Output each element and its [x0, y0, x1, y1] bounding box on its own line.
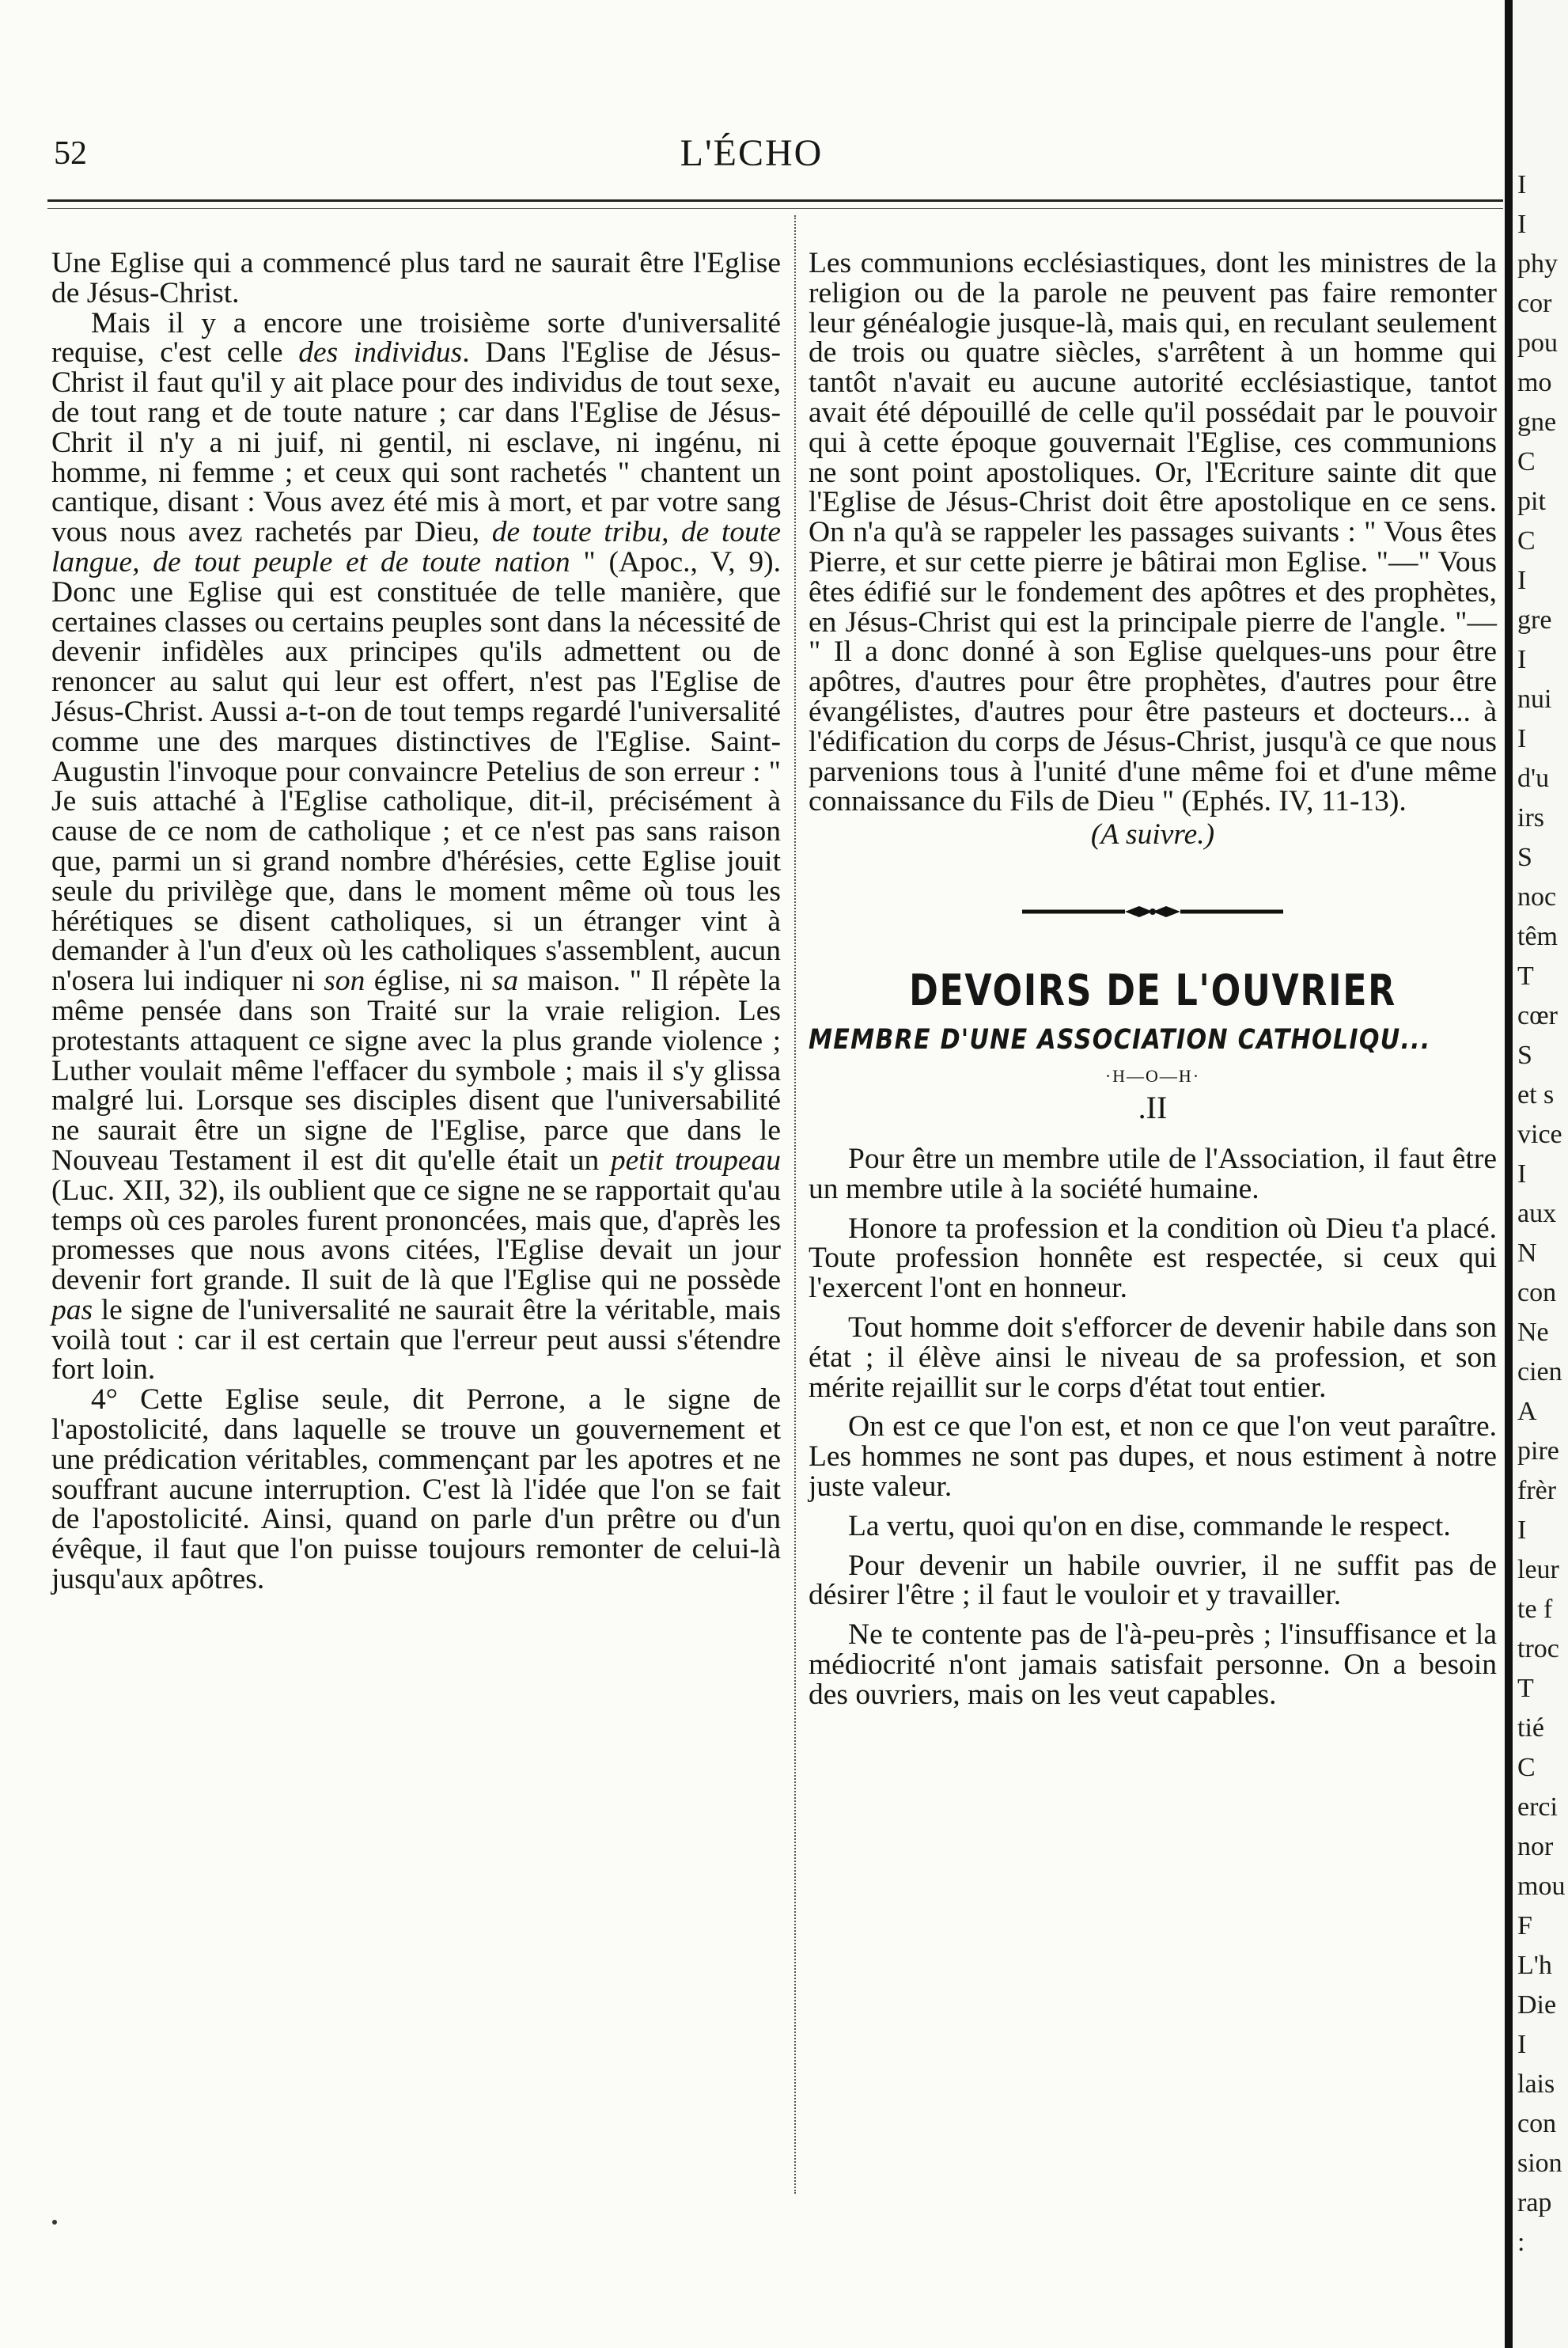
italic-text: de toute tribu, de toute langue, de tout peuple et de toute nation [51, 516, 781, 578]
page-number: 52 [54, 135, 87, 172]
edge-text-fragment: I [1517, 1159, 1527, 1189]
divider-ornament [1022, 902, 1283, 921]
edge-text-fragment: rap [1517, 2188, 1552, 2217]
edge-text-fragment: I [1517, 566, 1527, 595]
edge-text-fragment: L'h [1517, 1951, 1552, 1980]
edge-text-fragment: d'u [1517, 764, 1550, 793]
article-paragraph: Tout homme doit s'efforcer de devenir habile dans son état ; il élève ainsi le niveau de sa profession, et son mérite rejaillit sur le corps d'état tout entier. [809, 1311, 1497, 1404]
article-paragraph: La vertu, quoi qu'on en dise, commande le respect. [848, 1509, 1451, 1542]
small-ornament: ·H—O—H· [1104, 1065, 1201, 1086]
edge-text-fragment: C [1517, 1753, 1536, 1782]
adjacent-page-edge [1505, 0, 1568, 2348]
edge-text-fragment: Ne [1517, 1318, 1549, 1347]
edge-text-fragment: con [1517, 1278, 1557, 1307]
article-title: DEVOIRS DE L'OUVRIER [909, 965, 1396, 1015]
edge-text-fragment: mo [1517, 368, 1552, 397]
right-column [809, 248, 1497, 1709]
print-speck [52, 2220, 57, 2225]
edge-text-fragment: I [1517, 2030, 1527, 2059]
edge-text-fragment: frèr [1517, 1476, 1557, 1505]
italic-text: petit troupeau [610, 1144, 781, 1177]
edge-text-fragment: nui [1517, 685, 1552, 714]
edge-text-fragment: S [1517, 843, 1532, 872]
right-column-continuation [809, 248, 1497, 817]
paragraph: 4° Cette Eglise seule, dit Perrone, a le signe de l'apostolicité, dans laquelle se trouve un gouvernement et une prédication véritables, commençant par les apotres et ne souffrant aucune interruption. C'est là l'idée que l'on se fait de l'apostolicité. Ainsi, quand on parle d'un prêtre ou d'un évêque, il faut que l'on puisse toujours remonter de celui-là jusqu'aux apôtres. [51, 1383, 781, 1596]
paragraph: Mais il y a encore une troisième sorte d'universalité requise, c'est celle des individus. Dans l'Eglise de Jésus-Christ il faut qu'il y ait place pour des individus de tout sexe, de tout rang et de toute nature ; car dans l'Eglise de Jésus-Chrit il n'y a ni juif, ni gentil, ni esclave, ni ingénu, ni homme, ni femme ; et ceux qui sont rachetés " chantent un cantique, disant : Vous avez été mis à mort, et par votre sang vous nous avez rachetés par Dieu, de toute tribu, de toute langue, de tout peuple et de toute nation " (Apoc., V, 9). Donc une Eglise qui est constituée de telle manière, que certaines classes ou certains peuples sont dans la nécessité de devenir infidèles aux principes qu'ils admettent ou de renoncer au salut qui leur est offert, n'est pas l'Eglise de Jésus-Christ. Aussi a-t-on de tout temps regardé l'universalité comme une des marques distinctives de l'Eglise. Saint-Augustin l'invoque pour convaincre Petelius de son erreur : " Je suis attaché à l'Eglise catholique, dit-il, précisément à cause de ce nom de catholique ; et ce n'est pas sans raison que, parmi un si grand nombre d'hérésies, cette Eglise jouit seule du privilège que, dans le moment même où tous les hérétiques se disent catholiques, si un étranger vint à demander à l'un d'eux où les catholiques s'assemblent, aucun n'osera lui indiquer ni son église, ni sa maison. " Il répète la même pensée dans son Traité sur la vraie religion. Les protestants attaquent ce signe avec la plus grande violence ; Luther voulait même l'effacer du symbole ; mais il s'y glissa malgré lui. Lorsque ses disciples disent que l'universabilité ne saurait être un signe de l'Eglise, parce que dans le Nouveau Testament il est dit qu'elle était un petit troupeau (Luc. XII, 32), ils oublient que ce signe ne se rapportait qu'au temps où ces paroles furent prononcées, mais que, d'après les promesses que nous avons citées, l'Eglise devait un jour devenir fort grande. Il suit de là que l'Eglise qui ne possède pas le signe de l'universalité ne saurait être la véritable, mais voilà tout : car il est certain que l'erreur peut aussi s'étendre fort loin. [51, 306, 781, 1386]
edge-text-fragment: I [1517, 1515, 1527, 1545]
edge-text-fragment: cor [1517, 289, 1552, 318]
header-rule-thin [47, 208, 1503, 209]
italic-text: sa [491, 965, 519, 998]
edge-text-fragment: con [1517, 2109, 1557, 2138]
article-body [809, 1144, 1497, 1710]
article-paragraph: Honore ta profession et la condition où Dieu t'a placé. Toute profession honnête est respectée, si ceux qui l'exercent l'ont en honneur. [809, 1212, 1497, 1305]
section-number: .II [1138, 1089, 1168, 1125]
edge-text-fragment: te f [1517, 1595, 1553, 1624]
to-be-continued: (A suivre.) [1090, 818, 1215, 852]
edge-text-fragment: nor [1517, 1832, 1554, 1861]
edge-text-fragment: N [1517, 1238, 1537, 1268]
edge-text-fragment: C [1517, 447, 1536, 476]
article-paragraph: On est ce que l'on est, et non ce que l'on veut paraître. Les hommes ne sont pas dupes, et nous estiment à notre juste valeur. [809, 1410, 1497, 1503]
article-subtitle: MEMBRE D'UNE ASSOCIATION CATHOLIQU... [809, 1023, 1431, 1056]
edge-text-fragment: Die [1517, 1990, 1557, 2020]
left-column [51, 248, 781, 1595]
edge-text-fragment: têm [1517, 922, 1558, 951]
edge-text-fragment: T [1517, 962, 1534, 991]
edge-text-fragment: pit [1517, 487, 1546, 516]
italic-text: des individus [298, 336, 463, 370]
edge-text-fragment: T [1517, 1674, 1534, 1703]
edge-text-fragment: noc [1517, 882, 1557, 912]
edge-text-fragment: lais [1517, 2069, 1555, 2099]
paragraph: Les communions ecclésiastiques, dont les ministres de la religion ou de la parole ne peuvent pas faire remonter leur généalogie jusque-là, mais qui, en reculant seulement de trois ou quatre siècles, s'arrêtent à un homme qui tantôt n'avait eu aucune autorité ecclésiastique, tantot avait été dépouillé de celle qu'il possédait par le pouvoir qui à cette époque gouvernait l'Eglise, ces communions ne sont point apostoliques. Or, l'Ecriture sainte dit que l'Eglise de Jésus-Christ doit être apostolique en ce sens. On n'a qu'à se rappeler les passages suivants : " Vous êtes Pierre, et sur cette pierre je bâtirai mon Eglise. "—" Vous êtes édifié sur le fondement des apôtres et des prophètes, en Jésus-Christ qui est la principale pierre de l'angle. "— " Il a donc donné à son Eglise quelques-uns pour être apôtres, d'autres pour être prophètes, d'autres pour être évangélistes, d'autres pour être pasteurs et docteurs... à l'édification du corps de Jésus-Christ, jusqu'à ce que nous parvenions tous à l'unité d'une même foi et d'une même connaissance du Fils de Dieu " (Ephés. IV, 11-13). [809, 247, 1497, 818]
edge-text-fragment: F [1517, 1911, 1532, 1940]
edge-text-fragment: tié [1517, 1713, 1544, 1743]
edge-text-fragment: aux [1517, 1199, 1557, 1228]
edge-text-fragment: I [1517, 724, 1527, 753]
article-paragraph: Pour devenir un habile ouvrier, il ne suffit pas de désirer l'être ; il faut le vouloir et y travailler. [809, 1549, 1497, 1612]
edge-text-fragment: C [1517, 526, 1536, 556]
edge-text-fragment: I [1517, 645, 1527, 674]
edge-text-fragment: S [1517, 1041, 1532, 1070]
italic-text: pas [51, 1293, 93, 1326]
edge-text-fragment: troc [1517, 1634, 1559, 1663]
edge-text-fragment: I [1517, 210, 1527, 239]
edge-text-fragment: gne [1517, 408, 1557, 437]
edge-text-fragment: pou [1517, 328, 1558, 358]
edge-text-fragment: leur [1517, 1555, 1559, 1584]
edge-text-fragment: : [1517, 2228, 1525, 2257]
edge-text-fragment: pire [1517, 1436, 1559, 1466]
column-divider [794, 215, 796, 2194]
edge-text-fragment: erci [1517, 1792, 1558, 1822]
edge-text-fragment: cien [1517, 1357, 1562, 1386]
edge-text-fragment: irs [1517, 803, 1544, 833]
header-rule [47, 199, 1503, 202]
article-paragraph: Pour être un membre utile de l'Association, il faut être un membre utile à la société humaine. [809, 1142, 1497, 1205]
edge-text-fragment: gre [1517, 605, 1552, 635]
italic-text: son [324, 965, 365, 998]
edge-text-fragment: sion [1517, 2149, 1562, 2178]
edge-text-fragment: I [1517, 170, 1527, 199]
edge-text-fragment: vice [1517, 1120, 1562, 1149]
edge-text-fragment: phy [1517, 249, 1558, 279]
running-head: L'ÉCHO [680, 132, 824, 174]
edge-text-fragment: A [1517, 1397, 1537, 1426]
edge-text-fragment: cœr [1517, 1001, 1558, 1030]
edge-text-fragment: et s [1517, 1080, 1555, 1110]
article-paragraph: Ne te contente pas de l'à-peu-près ; l'insuffisance et la médiocrité n'ont jamais satisfait personne. On a besoin des ouvriers, mais on les veut capables. [809, 1618, 1497, 1711]
edge-text-fragment: mou [1517, 1872, 1566, 1901]
paragraph: Une Eglise qui a commencé plus tard ne saurait être l'Eglise de Jésus-Christ. [51, 247, 781, 309]
